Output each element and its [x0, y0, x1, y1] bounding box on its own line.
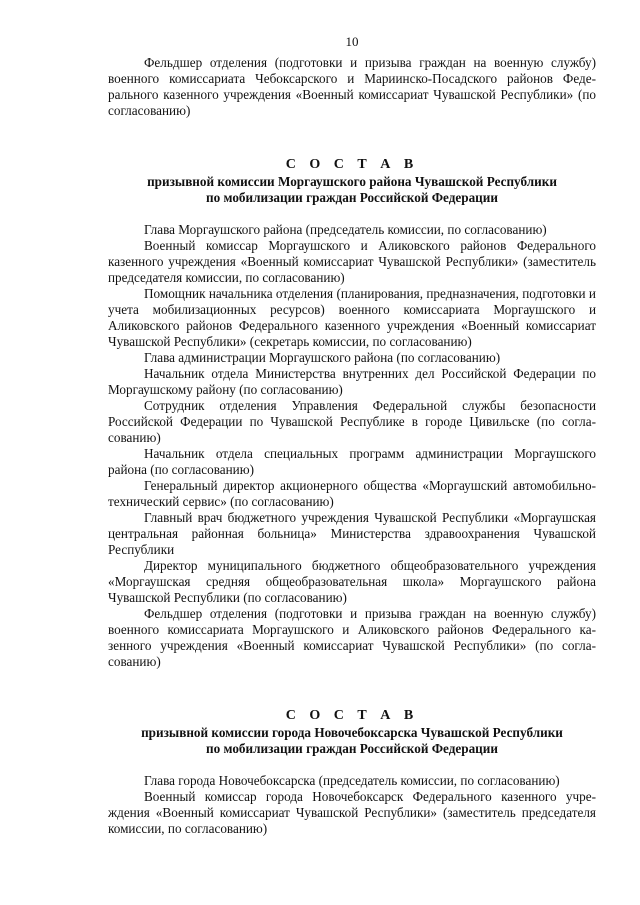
member-paragraph: Начальник отдела специальных программ администрации Моргаушского района (по согласованию) — [108, 446, 596, 477]
member-paragraph: Начальник отдела Министерства внутренних дел Российской Федерации по Моргаушскому району (по согласованию) — [108, 366, 596, 397]
member-paragraph: Главный врач бюджетного учреждения Чувашской Республики «Моргаушская центральная районная больница» Министерства здравоохранения Чувашской Республики — [108, 510, 596, 557]
section-heading: С О С Т А В — [285, 708, 419, 723]
member-paragraph: Глава Моргаушского района (председатель комиссии, по согласованию) — [144, 222, 547, 237]
intro-paragraph: Фельдшер отделения (подготовки и призыва граждан на военную службу) военного комиссариата Чебоксарского и Мариинско-Посадского районов Федерального казенного учреждения «Военный комиссариат Чувашской Республики» (по согласованию) — [108, 55, 596, 118]
member-paragraph: Директор муниципального бюджетного общеобразовательного учреждения «Моргаушская средняя общеобразовательная школа» Моргаушского района Чувашской Республики (по согласованию) — [108, 558, 596, 605]
member-paragraph: Помощник начальника отделения (планирования, предназначения, подготовки и учета мобилизационных ресурсов) военного комиссариата Моргаушского и Аликовского районов Федерального казенного учреждения «Военный комиссариат Чувашской Республики» (секретарь комиссии, по согласованию) — [108, 286, 596, 349]
member-paragraph: Сотрудник отделения Управления Федеральной службы безопасности Российской Федерации по Чувашской Республике в городе Цивильске (по согласованию) — [108, 398, 596, 445]
intro-block — [108, 55, 596, 119]
member-paragraph: Глава города Новочебоксарска (председатель комиссии, по согласованию) — [144, 773, 560, 788]
section-body — [108, 222, 596, 670]
member-paragraph: Военный комиссар города Новочебоксарск Федерального казенного учреждения «Военный комиссариат Чувашской Республики» (заместитель председателя комиссии, по согласованию) — [108, 789, 596, 836]
section-morgaush — [108, 156, 596, 670]
section-body — [108, 773, 596, 837]
member-paragraph: Глава администрации Моргаушского района (по согласованию) — [144, 350, 501, 365]
section-novocheboksarsk — [108, 707, 596, 837]
document-page — [108, 34, 596, 837]
section-heading: С О С Т А В — [285, 157, 419, 172]
member-paragraph: Фельдшер отделения (подготовки и призыва граждан на военную службу) военного комиссариата Моргаушского и Аликовского районов Федерального казенного учреждения «Военный комиссариат Чувашской Республики» (по согласованию) — [108, 606, 596, 669]
member-paragraph: Военный комиссар Моргаушского и Аликовского районов Федерального казенного учреждения «Военный комиссариат Чувашской Республики» (заместитель председателя комиссии, по согласованию) — [108, 238, 596, 285]
page-number: 10 — [345, 34, 359, 49]
section-subtitle-line2: по мобилизации граждан Российской Федерации — [206, 190, 498, 205]
section-subtitle-line1: призывной комиссии города Новочебоксарска Чувашской Республики — [141, 725, 563, 740]
section-subtitle-line2: по мобилизации граждан Российской Федерации — [206, 741, 498, 756]
section-subtitle-line1: призывной комиссии Моргаушского района Чувашской Республики — [147, 174, 557, 189]
member-paragraph: Генеральный директор акционерного общества «Моргаушский автомобильно-технический сервис» (по согласованию) — [108, 478, 596, 509]
